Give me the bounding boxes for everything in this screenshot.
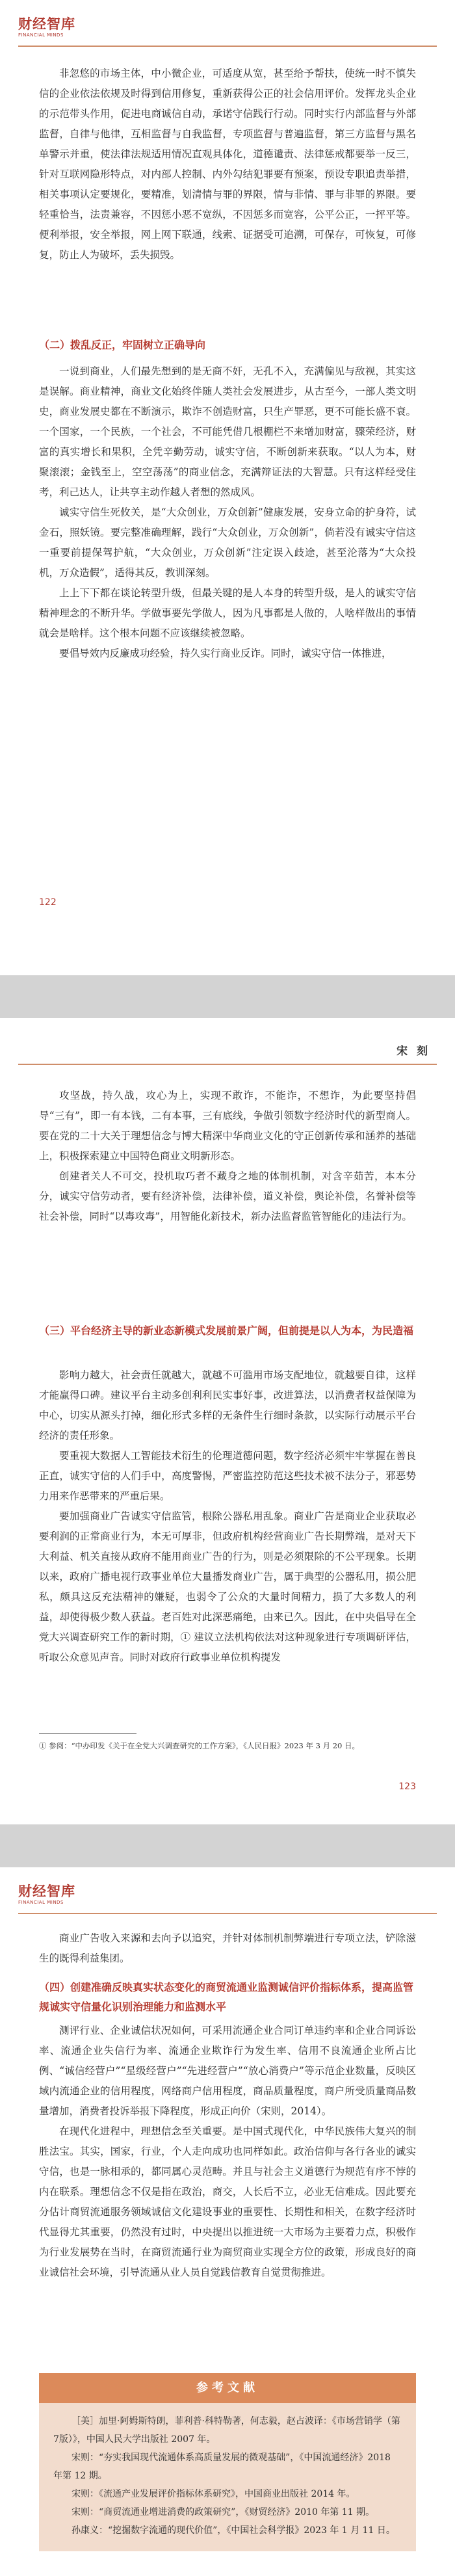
paragraph: 要重视大数据人工智能技术衍生的伦理道德问题，数字经济必须牢牢掌握在善良正直，诚实守信的人们手中，高度警惕，严密监控防范这些技术被不法分子，邪恶势力用来作恶带来的严重后果。 xyxy=(39,1450,416,1502)
journal-logo xyxy=(18,17,75,38)
page-number: 122 xyxy=(39,897,57,908)
journal-logo-cn: 财经智库 xyxy=(18,16,75,32)
body-block-2 xyxy=(39,361,416,664)
paragraph: 要倡导效内反廉成功经验，持久实行商业反诈。同时，诚实守信一体推进， xyxy=(59,648,392,659)
page-number: 123 xyxy=(398,1781,416,1792)
section-heading-4: （四）创建准确反映真实状态变化的商贸流通业监测诚信评价指标体系，提高监管规诚实守信量化识别治理能力和监测水平 xyxy=(39,1981,414,2013)
body-block-3 xyxy=(39,1086,416,1227)
header-rule xyxy=(18,1913,437,1914)
page-124 xyxy=(0,1867,455,2576)
body-block-1 xyxy=(39,64,416,265)
references-heading: 参考文献 xyxy=(39,2373,416,2403)
body-block-4 xyxy=(39,1365,416,1668)
paragraph: 诚实守信生死攸关，是“大众创业，万众创新”健康发展，安身立命的护身符，试金石，照妖镜。要完整准确理解，践行“大众创业，万众创新”，倘若没有诚实守信这一重要前提保驾护航，“大众创业，万众创新”注定误入歧途，甚至沦落为“大众投机，万众造假”，适得其反，教训深刻。 xyxy=(39,506,416,579)
footnote: ① 参阅：“中办印发《关于在全党大兴调查研究的工作方案》，《人民日报》2023 年 3 月 20 日。 xyxy=(39,1741,360,1750)
page-122 xyxy=(0,0,455,975)
paragraph: 非忽悠的市场主体，中小微企业，可适度从宽，甚至给予帮扶，使统一时不慎失信的企业依法依规及时得到信用修复，重新获得公正的社会信用评价。发挥龙头企业的示范带头作用，促进电商诚信自动，承诺守信践行行动。同时实行内部监督与外部监督，自律与他律，互相监督与自我监督，专项监督与普遍监督，第三方监督与黑名单警示并重，使法律法规适用情况直观具体化，道德谴责、法律惩戒都要举一反三，针对互联网隐形特点，对内部人控制、内外勾结犯罪要有预案，预设专职追责举措，相关事项认定要规化，要精准，划清情与罪的界限，情与非情、罪与非罪的界限。要轻重恰当，法责兼容，不因惩小恶不宽纵，不因惩多而宽容，公平公正，一抨平等。便利举报，安全举报，网上网下联通，线索、证据受可追溯，可保存，可恢复，可修复，防止人为破坏，丢失损毁。 xyxy=(39,68,416,261)
footnote-rule xyxy=(39,1733,136,1734)
reference-item: 孙康义：“挖掘数字流通的现代价值”，《中国社会科学报》2023 年 1 月 11 日。 xyxy=(72,2525,395,2536)
paragraph: 测评行业、企业诚信状况如何，可采用流通企业合同订单违约率和企业合同诉讼率、流通企业失信行为率、流通企业欺诈行为发生率、信用不良流通企业所占比例、“诚信经营户”“星级经营户”“先进经营户”“放心消费户”等示范企业数量，反映区域内流通企业的信用程度，网络商户信用程度，商品质量程度，商户所受质量商品数量增加，消费者投诉举报下降程度，形成正向价（宋则，2014）。 xyxy=(39,2025,416,2117)
journal-logo-cn: 财经智库 xyxy=(18,1883,75,1899)
paragraph: 攻坚战，持久战，攻心为上，实现不敢诈，不能诈，不想诈，为此要坚持倡导“三有”，即一有本钱，二有本事，三有底线，争做引领数字经济时代的新型商人。要在党的二十大关于理想信念与博大精深中华商业文化的守正创新传承和涵养的基础上，积极探索建立中国特色商业文明新形态。 xyxy=(39,1090,416,1162)
paragraph: 创建者关人不可交，投机取巧者不藏身之地的体制机制，对含辛茹苦，本本分分，诚实守信劳动者，要有经济补偿，法律补偿，道义补偿，舆论补偿，名誉补偿等社会补偿，同时“以毒攻毒”，用智能化新技术，新办法监督监管智能化的违法行为。 xyxy=(39,1170,416,1222)
paragraph: 商业广告收入来源和去向予以追究，并针对体制机制弊端进行专项立法，铲除滋生的既得利益集团。 xyxy=(39,1932,416,1964)
running-head-author: 宋 刻 xyxy=(396,1045,430,1058)
header-rule xyxy=(18,46,437,47)
reference-item: 宋则：“夯实我国现代流通体系高质量发展的微观基础”，《中国流通经济》2018 年第 12 期。 xyxy=(53,2452,391,2481)
page-123 xyxy=(0,1018,455,1824)
references-list xyxy=(39,2403,416,2551)
journal-logo-en: FINANCIAL MINDS xyxy=(18,33,64,38)
section-heading-3: （三）平台经济主导的新业态新模式发展前景广阔，但前提是以人为本，为民造福 xyxy=(39,1324,414,1337)
paragraph: 要加强商业广告诚实守信监管，根除公器私用乱象。商业广告是商业企业获取必要利润的正常商业行为，本无可厚非，但政府机构经营商业广告长期弊端，是对天下大利益、机关直接从政府不能用商业广告的行为，则是必须限除的不公平现象。长期以来，政府广播电视行政事业单位大量播发商业广告，属于典型的公器私用，损公肥私，颇具这反充法精神的嫌疑，也弱令了公众的大量时间精力，损了大多数人的利益，却使得极少数人获益。老百姓对此深恶痛绝，由来已久。因此，在中央倡导在全党大兴调查研究工作的新时期，① 建议立法机构依法对这种现象进行专项调研评估，听取公众意见声音。同时对政府行政事业单位机构提发 xyxy=(39,1510,416,1663)
reference-item: 宋则：《流通产业发展评价指标体系研究》，中国商业出版社 2014 年。 xyxy=(72,2489,356,2499)
paragraph: 在现代化进程中，理想信念至关重要。是中国式现代化，中华民族伟大复兴的制胜法宝。其实，国家，行业，个人走向成功也同样如此。政治信仰与各行各业的诚实守信，也是一脉相承的，都同属心灵范畴。并且与社会主义道德行为规范有序不悖的内在联系。理想信念不仅是指在政治，商交，人长后不立，必业无信难成。因此要充分估计商贸流通服务领域诚信文化建设事业的重要性、长期性和相关，在数字经济时代显得尤其重要，仍然没有过时，中央提出以推进统一大市场为主要着力点，积极作为行业发展势在当时，在商贸流通行业为商贸商业实现全方位的政策，形成良好的商业诚信社会环境，引导流通从业人员自觉践信教育自觉贯彻推进。 xyxy=(39,2125,416,2278)
paragraph: 一说到商业，人们最先想到的是无商不奸，无孔不入，充满偏见与敌视，其实这是误解。商业精神，商业文化始终伴随人类社会发展进步，从古至今，一部人类文明史，商业发展史都在不断演示，欺诈不创造财富，只生产罪恶，更不可能长盛不衰。一个国家，一个民族，一个社会，不可能凭借几根棚栏不来增加财富，骤荣经济，财富的真实增长和果积，全凭辛勤劳动，诚实守信，不断创新来获取。“以人为本，财聚滚滚；金钱至上，空空荡荡”的商业信念，充满辩证法的大智慧。只有这样经受住考，利己达人，让共享主动作越人者想的然成风。 xyxy=(39,365,416,498)
reference-item: ［美］加里·阿姆斯特朗，菲利普·科特勒著，何志毅，赵占波译：《市场营销学（第7版）》，中国人民大学出版社 2007 年。 xyxy=(53,2416,400,2445)
header-rule xyxy=(18,1064,437,1065)
paragraph: 影响力越大，社会责任就越大，就越不可滥用市场支配地位，就越要自律，这样才能赢得口碑。建议平台主动多创利利民实事好事，改进算法，以消费者权益保障为中心，切实从源头打掉，细化形式多样的无条件生行细时条款，以实际行动展示平台经济的责任形象。 xyxy=(39,1369,416,1441)
journal-logo xyxy=(18,1884,75,1905)
reference-item: 宋则：“商贸流通业增进消费的政策研究”，《财贸经济》2010 年第 11 期。 xyxy=(72,2507,375,2517)
journal-logo-en: FINANCIAL MINDS xyxy=(18,1900,64,1905)
section-heading-2: （二）拨乱反正，牢固树立正确导向 xyxy=(39,339,206,351)
body-block-5 xyxy=(39,1928,416,1969)
body-block-6 xyxy=(39,2021,416,2283)
paragraph: 上上下下都在谈论转型升级，但最关键的是人本身的转型升级，是人的诚实守信精神理念的不断升华。学做事要先学做人，因为凡事都是人做的，人啥样做出的事情就会是啥样。这个根本问题不应该继续被忽略。 xyxy=(39,587,416,639)
